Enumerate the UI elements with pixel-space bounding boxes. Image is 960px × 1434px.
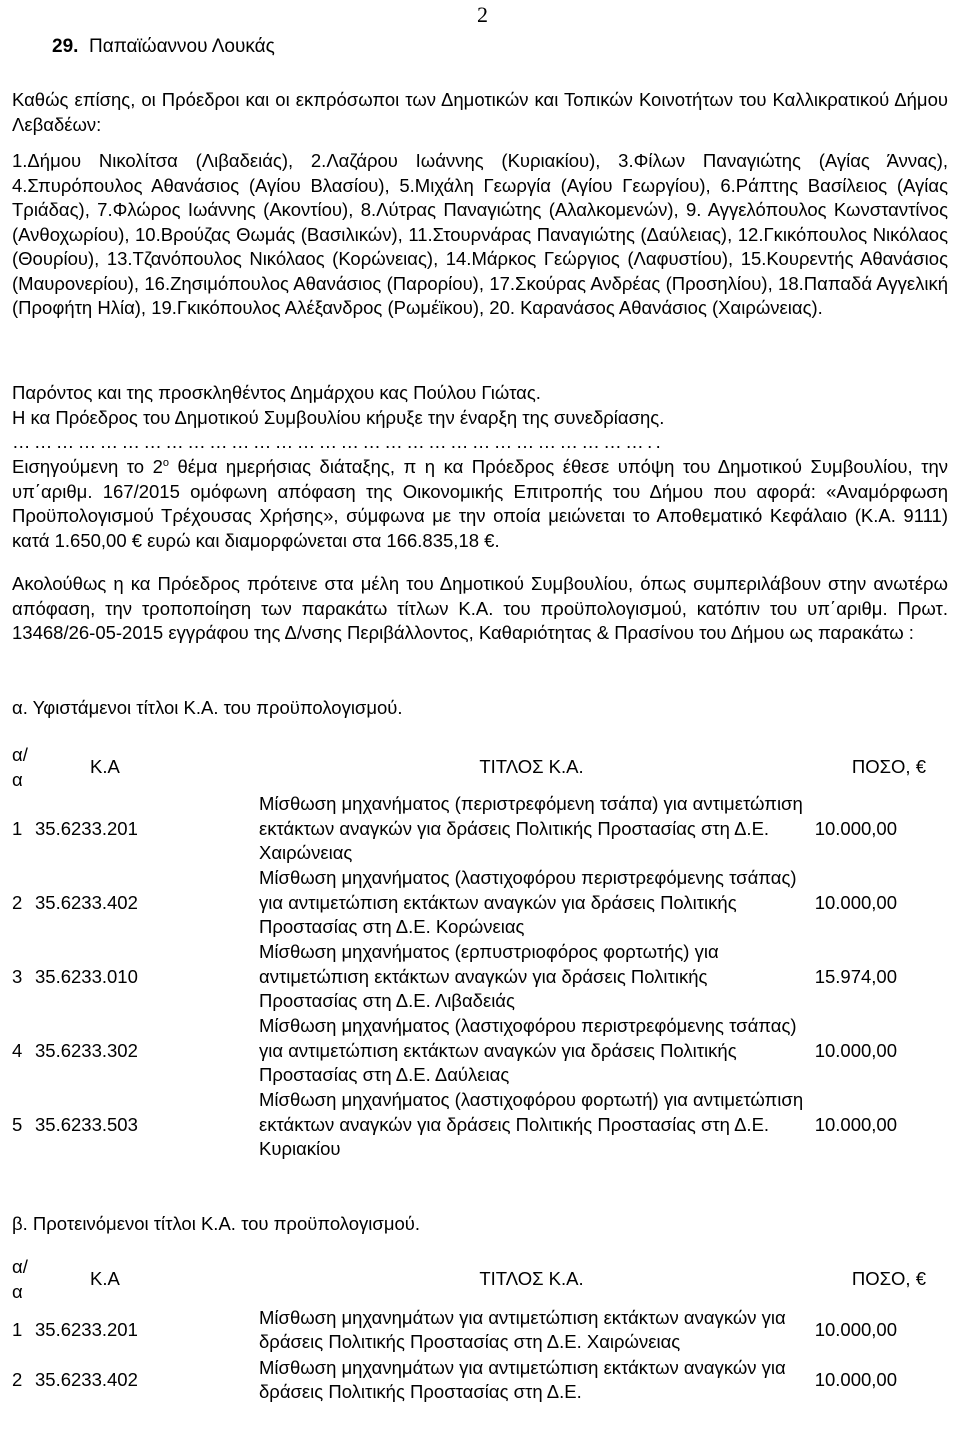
row-ka-code: 35.6233.302 — [35, 1039, 138, 1061]
row-title: Μίσθωση μηχανήματος (λαστιχοφόρου περιστρεφόμενης τσάπας) για αντιμετώπιση εκτάκτων αναγκών για δράσεις Πολιτικής Προστασίας στη Δ.Ε. Δαύλειας — [259, 1015, 797, 1086]
row-title: Μίσθωση μηχανήματος (περιστρεφόμενη τσάπα) για αντιμετώπιση εκτάκτων αναγκών για δράσεις Πολιτικής Προστασίας στη Δ.Ε. Χαιρώνειας — [259, 793, 803, 864]
header-aa: α/ α — [12, 1256, 28, 1302]
page-number: 2 — [477, 2, 488, 27]
row-title: Μίσθωση μηχανήματος (λαστιχοφόρου φορτωτή) για αντιμετώπιση εκτάκτων αναγκών για δράσεις Πολιτικής Προστασίας στη Δ.Ε. Κυριακίου — [259, 1089, 804, 1160]
row-number: 3 — [12, 965, 23, 987]
topic-ordinal: ο — [162, 456, 170, 469]
row-amount: 10.000,00 — [814, 1039, 897, 1061]
section-b-title: β. Προτεινόμενοι τίτλοι Κ.Α. του προϋπολογισμού. — [12, 1213, 421, 1234]
topic-text-a: Εισηγούμενη το 2 — [12, 456, 163, 477]
proposal-paragraph: Ακολούθως η κα Πρόεδρος πρότεινε στα μέλη του Δημοτικού Συμβουλίου, όπως συμπεριλάβουν στην ανωτέρω απόφαση, την τροποποίηση των παρακάτω τίτλων Κ.Α. του προϋπολογισμού, κατόπιν του υπ΄αριθμ. Πρωτ. 13468/26-05-2015 εγγράφου της Δ/νσης Περιβάλλοντος, Καθαριότητας & Πρασίνου του Δήμου ως παρακάτω : — [12, 573, 948, 643]
heading-number: 29. — [52, 36, 79, 57]
table-header-row — [12, 743, 948, 792]
row-number: 2 — [12, 891, 23, 913]
row-title: Μίσθωση μηχανημάτων για αντιμετώπιση εκτάκτων αναγκών για δράσεις Πολιτικής Προστασίας στη Δ.Ε. — [259, 1356, 786, 1402]
row-number: 4 — [12, 1039, 23, 1061]
row-ka-code: 35.6233.402 — [35, 891, 138, 913]
topic-paragraph — [12, 455, 948, 553]
row-number: 1 — [12, 1318, 23, 1340]
row-title: Μίσθωση μηχανημάτων για αντιμετώπιση εκτάκτων αναγκών για δράσεις Πολιτικής Προστασίας στη Δ.Ε. Χαιρώνειας — [259, 1306, 786, 1352]
section-a-title: α. Υφιστάμενοι τίτλοι Κ.Α. του προϋπολογισμού. — [12, 697, 403, 718]
members-list-paragraph: 1.Δήμου Νικολίτσα (Λιβαδειάς), 2.Λαζάρου Ιωάννης (Κυριακίου), 3.Φίλων Παναγιώτης (Αγίας Άννας), 4.Σπυρόπουλος Αθανάσιος (Αγίου Βλασίου), 5.Μιχάλη Γεωργία (Αγίου Γεωργίου), 6.Ράπτης Βασίλειος (Αγίας Τριάδας), 7.Φλώρος Ιωάννης (Ακοντίου), 8.Λύτρας Παναγιώτης (Αλαλκομενών), 9. Αγγελόπουλος Κωνσταντίνος (Ανθοχωρίου), 10.Βρούζας Θωμάς (Βασιλικών), 11.Στουρνάρας Παναγιώτης (Δαύλειας), 12.Γκικόπουλος Νικόλαος (Θουρίου), 13.Τζανόπουλος Νικόλαος (Κορώνειας), 14.Μάρκος Γεώργιος (Λαφυστίου), 15.Κουρεντής Αθανάσιος (Μαυρονερίου), 16.Ζησιμόπουλος Αθανάσιος (Παρορίου), 17.Σκούρας Ανδρέας (Προσηλίου), 18.Παπαδά Αγγελική (Προφήτη Ηλία), 19.Γκικόπουλος Αλέξανδρος (Ρωμέϊκου), 20. Καρανάσος Αθανάσιος (Χαιρώνειας). — [12, 150, 948, 318]
proposed-titles-table — [12, 1254, 948, 1405]
row-amount: 10.000,00 — [814, 891, 897, 913]
table-row — [12, 1088, 948, 1162]
row-amount: 10.000,00 — [814, 1368, 897, 1390]
table-row — [12, 1355, 948, 1405]
table-header-row — [12, 1254, 948, 1305]
section-heading — [52, 36, 275, 58]
row-amount: 15.974,00 — [814, 965, 897, 987]
header-amount: ΠΟΣΟ, € — [851, 1268, 926, 1290]
table-row — [12, 1014, 948, 1088]
row-ka-code: 35.6233.503 — [35, 1113, 138, 1135]
row-amount: 10.000,00 — [814, 1113, 897, 1135]
table-row — [12, 1305, 948, 1355]
mayor-paragraph: Παρόντος και της προσκληθέντος Δημάρχου κας Πούλου Γιώτας. — [12, 382, 541, 403]
row-ka-code: 35.6233.402 — [35, 1368, 138, 1390]
row-amount: 10.000,00 — [814, 1318, 897, 1340]
header-title: ΤΙΤΛΟΣ Κ.Α. — [479, 756, 584, 778]
row-title: Μίσθωση μηχανήματος (λαστιχοφόρου περιστρεφόμενης τσάπας) για αντιμετώπιση εκτάκτων αναγκών για δράσεις Πολιτικής Προστασίας στη Δ.Ε. Κορώνειας — [259, 867, 797, 938]
header-aa: α/ α — [12, 744, 28, 790]
dots-separator: …………………………………………………………………………….. — [12, 431, 665, 452]
header-ka: Κ.Α — [90, 756, 120, 778]
row-ka-code: 35.6233.201 — [35, 1318, 138, 1340]
table-row — [12, 866, 948, 940]
row-ka-code: 35.6233.201 — [35, 817, 138, 839]
header-ka: Κ.Α — [90, 1268, 120, 1290]
heading-name: Παπαϊώαννου Λουκάς — [88, 36, 275, 57]
row-number: 2 — [12, 1368, 23, 1390]
header-title: ΤΙΤΛΟΣ Κ.Α. — [479, 1268, 584, 1290]
header-amount: ΠΟΣΟ, € — [851, 756, 926, 778]
row-number: 5 — [12, 1113, 23, 1135]
row-title: Μίσθωση μηχανήματος (ερπυστριοφόρος φορτωτής) για αντιμετώπιση εκτάκτων αναγκών για δράσεις Πολιτικής Προστασίας στη Δ.Ε. Λιβαδειάς — [259, 941, 719, 1012]
row-amount: 10.000,00 — [814, 817, 897, 839]
existing-titles-table — [12, 743, 948, 1162]
row-ka-code: 35.6233.010 — [35, 965, 138, 987]
topic-text-b: θέμα ημερήσιας διάταξης, π η κα Πρόεδρος έθεσε υπόψη του Δημοτικού Συμβουλίου, την υπ΄αριθμ. 167/2015 ομόφωνη απόφαση της Οικονομικής Επιτροπής του Δήμου που αφορά: «Αναμόρφωση Προϋπολογισμού Τρέχουσας Χρήσης», σύμφωνα με την οποία μειώνεται το Αποθεματικό Κεφάλαιο (Κ.Α. 9111) κατά 1.650,00 € ευρώ και διαμορφώνεται στα 166.835,18 €. — [12, 456, 948, 551]
session-start-paragraph: Η κα Πρόεδρος του Δημοτικού Συμβουλίου κήρυξε την έναρξη της συνεδρίασης. — [12, 407, 665, 428]
table-row — [12, 792, 948, 866]
intro-paragraph: Καθώς επίσης, οι Πρόεδροι και οι εκπρόσωποι των Δημοτικών και Τοπικών Κοινοτήτων του Καλλικρατικού Δήμου Λεβαδέων: — [12, 89, 948, 135]
table-row — [12, 940, 948, 1014]
row-number: 1 — [12, 817, 23, 839]
